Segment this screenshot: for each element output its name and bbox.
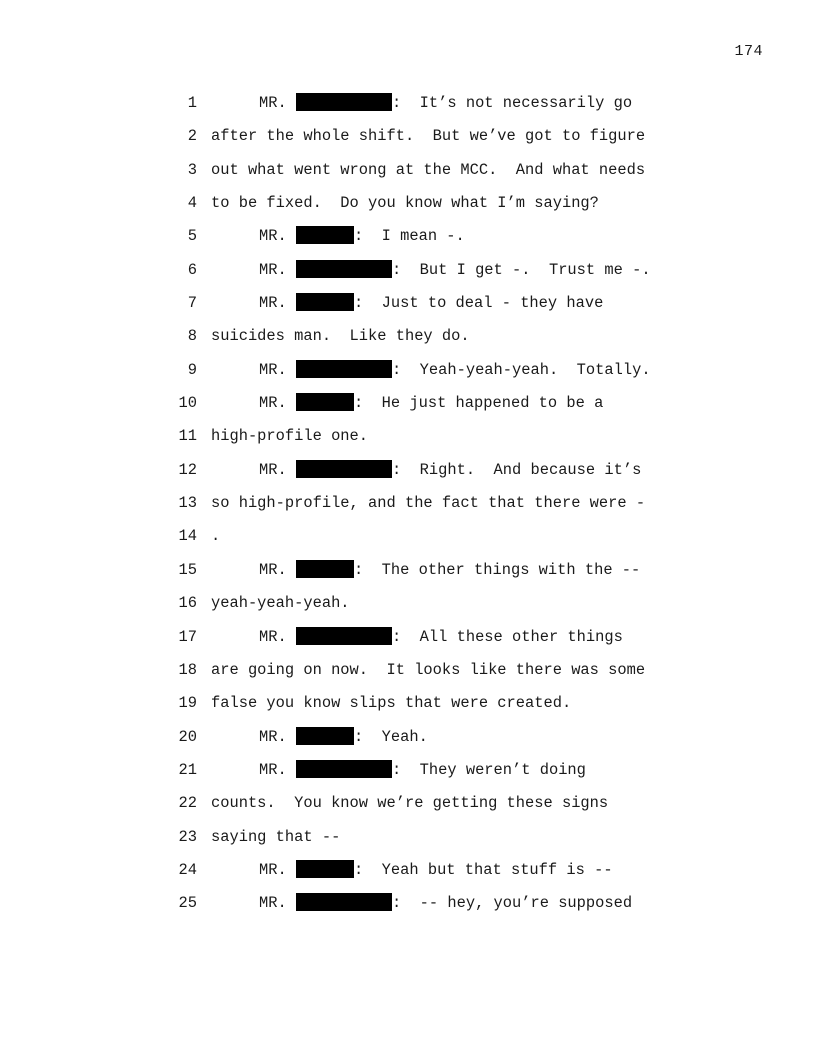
- line-text: [211, 821, 340, 854]
- spoken-text: false you know slips that were created.: [211, 694, 572, 713]
- line-text: [259, 554, 640, 587]
- spoken-text: : Yeah-yeah-yeah. Totally.: [391, 360, 651, 379]
- line-number: 15: [178, 560, 197, 579]
- line-number: 5: [187, 227, 197, 246]
- line-text: [259, 721, 428, 754]
- transcript-line: [0, 587, 816, 620]
- transcript-line: [0, 387, 816, 420]
- transcript-line: [0, 287, 816, 320]
- transcript-line: [0, 220, 816, 253]
- spoken-text: are going on now. It looks like there was some: [211, 660, 646, 679]
- redaction-bar: [296, 727, 354, 745]
- redaction-bar: [296, 760, 392, 778]
- spoken-text: out what went wrong at the MCC. And what needs: [211, 160, 646, 179]
- line-number: 21: [178, 760, 197, 779]
- transcript-line: [0, 787, 816, 820]
- spoken-text: : All these other things: [391, 627, 623, 646]
- line-text: [211, 320, 470, 353]
- transcript-line: [0, 687, 816, 720]
- spoken-text: : I mean -.: [353, 227, 465, 246]
- transcript-line: [0, 254, 816, 287]
- line-number: 24: [178, 860, 197, 879]
- spoken-text: counts. You know we’re getting these signs: [211, 794, 609, 813]
- line-number: 7: [187, 294, 197, 313]
- redaction-bar: [296, 460, 392, 478]
- transcript-line: [0, 120, 816, 153]
- spoken-text: : The other things with the --: [353, 560, 641, 579]
- line-number: 18: [178, 660, 197, 679]
- line-text: [259, 220, 465, 253]
- transcript-line: [0, 654, 816, 687]
- line-text: [211, 520, 220, 553]
- transcript-line: [0, 187, 816, 220]
- line-number: 19: [178, 694, 197, 713]
- line-text: [211, 487, 645, 520]
- speaker-label: MR.: [259, 94, 296, 112]
- line-number: 11: [178, 427, 197, 446]
- line-number: 17: [178, 627, 197, 646]
- redaction-bar: [296, 860, 354, 878]
- line-text: [259, 621, 623, 654]
- transcript-line: [0, 754, 816, 787]
- speaker-label: MR.: [259, 394, 296, 413]
- transcript-line: [0, 554, 816, 587]
- line-number: 23: [178, 827, 197, 846]
- redaction-bar: [296, 560, 354, 578]
- transcript-line: [0, 621, 816, 654]
- line-text: [259, 387, 603, 420]
- speaker-label: MR.: [259, 727, 296, 746]
- line-text: [259, 254, 651, 287]
- spoken-text: suicides man. Like they do.: [211, 327, 470, 346]
- line-text: [211, 420, 368, 453]
- speaker-label: MR.: [259, 760, 296, 779]
- redaction-bar: [296, 360, 392, 378]
- transcript-line: [0, 320, 816, 353]
- redaction-bar: [296, 226, 354, 244]
- line-number: 14: [178, 527, 197, 546]
- spoken-text: yeah-yeah-yeah.: [211, 594, 350, 613]
- transcript-line: [0, 454, 816, 487]
- spoken-text: : They weren’t doing: [391, 760, 586, 779]
- transcript-line: [0, 354, 816, 387]
- line-number: 1: [187, 94, 197, 112]
- redaction-bar: [296, 260, 392, 278]
- line-number: 8: [187, 327, 197, 346]
- line-text: [259, 87, 632, 120]
- transcript-line: [0, 154, 816, 187]
- redaction-bar: [296, 293, 354, 311]
- line-text: [211, 120, 645, 153]
- transcript-line: [0, 520, 816, 553]
- spoken-text: : Just to deal - they have: [353, 294, 604, 313]
- spoken-text: : -- hey, you’re supposed: [391, 894, 633, 913]
- line-number: 12: [178, 460, 197, 479]
- spoken-text: : It’s not necessarily go: [391, 94, 633, 112]
- speaker-label: MR.: [259, 460, 296, 479]
- speaker-label: MR.: [259, 294, 296, 313]
- line-number: 25: [178, 894, 197, 913]
- transcript-line: [0, 87, 816, 120]
- line-text: [259, 454, 641, 487]
- speaker-label: MR.: [259, 627, 296, 646]
- speaker-label: MR.: [259, 227, 296, 246]
- spoken-text: high-profile one.: [211, 427, 369, 446]
- line-number: 9: [187, 360, 197, 379]
- line-text: [259, 754, 586, 787]
- transcript-line: [0, 821, 816, 854]
- line-number: 3: [187, 160, 197, 179]
- spoken-text: : But I get -. Trust me -.: [391, 260, 651, 279]
- line-number: 13: [178, 494, 197, 513]
- line-text: [211, 787, 608, 820]
- spoken-text: so high-profile, and the fact that there were -: [211, 494, 646, 513]
- line-number: 6: [187, 260, 197, 279]
- line-text: [259, 887, 632, 920]
- spoken-text: .: [211, 527, 221, 546]
- line-number: 22: [178, 794, 197, 813]
- line-number: 10: [178, 394, 197, 413]
- speaker-label: MR.: [259, 560, 296, 579]
- line-number: 2: [187, 127, 197, 146]
- spoken-text: to be fixed. Do you know what I’m saying?: [211, 194, 599, 213]
- redaction-bar: [296, 93, 392, 111]
- speaker-label: MR.: [259, 894, 296, 913]
- spoken-text: : Yeah.: [353, 727, 428, 746]
- line-text: [259, 287, 603, 320]
- line-text: [211, 687, 571, 720]
- speaker-label: MR.: [259, 260, 296, 279]
- line-text: [259, 354, 651, 387]
- spoken-text: : Yeah but that stuff is --: [353, 860, 613, 879]
- transcript-line: [0, 721, 816, 754]
- spoken-text: : He just happened to be a: [353, 394, 604, 413]
- line-text: [259, 854, 613, 887]
- line-number: 16: [178, 594, 197, 613]
- line-text: [211, 587, 350, 620]
- transcript-line: [0, 420, 816, 453]
- transcript-line: [0, 887, 816, 920]
- spoken-text: after the whole shift. But we’ve got to figure: [211, 127, 646, 146]
- line-number: 4: [187, 194, 197, 213]
- spoken-text: saying that --: [211, 827, 341, 846]
- spoken-text: : Right. And because it’s: [391, 460, 642, 479]
- speaker-label: MR.: [259, 360, 296, 379]
- page-number: 174: [734, 43, 763, 60]
- transcript: [0, 87, 816, 921]
- transcript-line: [0, 487, 816, 520]
- transcript-line: [0, 854, 816, 887]
- line-text: [211, 654, 645, 687]
- line-text: [211, 187, 599, 220]
- redaction-bar: [296, 627, 392, 645]
- speaker-label: MR.: [259, 860, 296, 879]
- redaction-bar: [296, 893, 392, 911]
- line-number: 20: [178, 727, 197, 746]
- redaction-bar: [296, 393, 354, 411]
- line-text: [211, 154, 645, 187]
